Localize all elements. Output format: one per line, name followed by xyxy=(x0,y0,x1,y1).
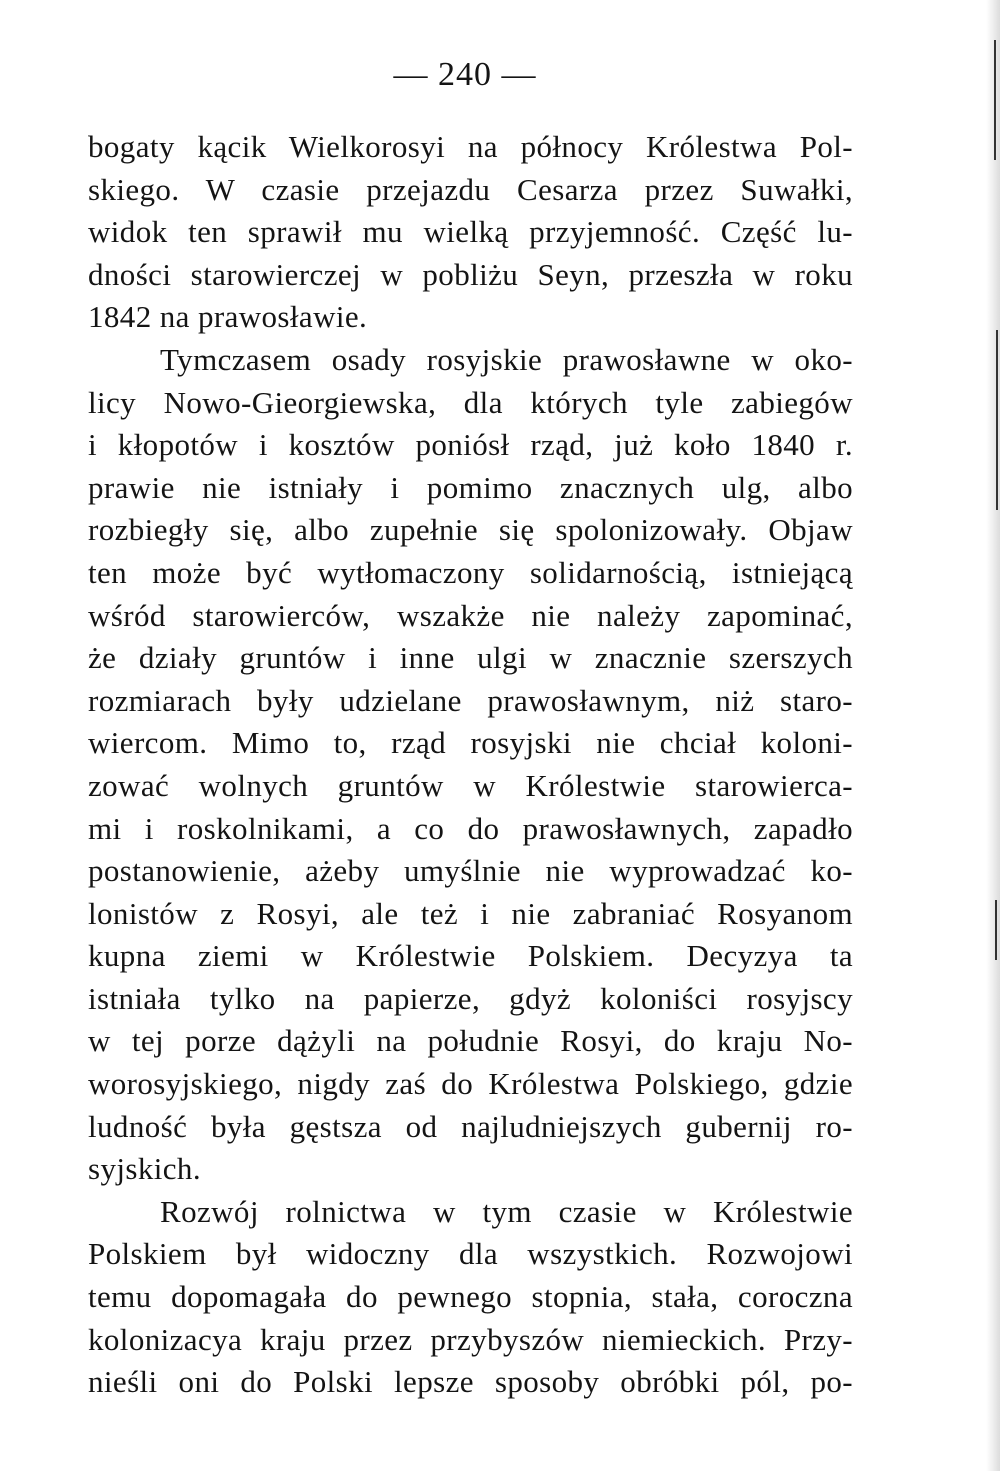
text-line: wiercom. Mimo to, rząd rosyjski nie chciał koloni- xyxy=(88,725,853,761)
text-line: że działy gruntów i inne ulgi w znacznie szerszych xyxy=(88,640,853,676)
text-line: licy Nowo-Gieorgiewska, dla których tyle zabiegów xyxy=(88,384,853,420)
text-line: skiego. W czasie przejazdu Cesarza przez Suwałki, xyxy=(88,171,853,207)
text-line: prawie nie istniały i pomimo znacznych ulg, albo xyxy=(88,469,853,505)
text-line: w tej porze dążyli na południe Rosyi, do kraju No- xyxy=(88,1023,853,1059)
scan-mark xyxy=(994,40,996,160)
text-line: istniała tylko na papierze, gdyż koloniści rosyjscy xyxy=(88,980,853,1016)
text-line: wśród starowierców, wszakże nie należy zapominać, xyxy=(88,597,853,633)
scan-mark xyxy=(995,900,997,960)
text-line: dności starowierczej w pobliżu Seyn, przeszła w roku xyxy=(88,256,853,292)
text-line: worosyjskiego, nigdy zaś do Królestwa Polskiego, gdzie xyxy=(88,1066,853,1102)
text-line: postanowienie, ażeby umyślnie nie wyprowadzać ko- xyxy=(88,853,853,889)
text-line: Polskiem był widoczny dla wszystkich. Rozwojowi xyxy=(88,1236,853,1272)
text-line: bogaty kącik Wielkorosyi na północy Królestwa Pol- xyxy=(88,129,853,164)
text-line: kolonizacya kraju przez przybyszów niemieckich. Przy- xyxy=(88,1321,853,1357)
text-line: zować wolnych gruntów w Królestwie starowierca- xyxy=(88,767,853,803)
scan-edge xyxy=(986,0,1000,1471)
text-line: kupna ziemi w Królestwie Polskiem. Decyzya ta xyxy=(88,938,853,974)
text-line: nieśli oni do Polski lepsze sposoby obróbki pól, po- xyxy=(88,1364,853,1400)
text-line: widok ten sprawił mu wielką przyjemność. Część lu- xyxy=(88,214,853,250)
text-line: temu dopomagała do pewnego stopnia, stała, coroczna xyxy=(88,1279,853,1315)
text-line: syjskich. xyxy=(88,1151,201,1187)
text-line: lonistów z Rosyi, ale też i nie zabraniać Rosyanom xyxy=(88,895,853,931)
text-line: i kłopotów i kosztów poniósł rząd, już koło 1840 r. xyxy=(88,427,853,463)
text-line: rozbiegły się, albo zupełnie się spolonizowały. Objaw xyxy=(88,512,853,548)
text-line: ludność była gęstsza od najludniejszych gubernij ro- xyxy=(88,1108,853,1144)
text-line: Rozwój rolnictwa w tym czasie w Królestwie xyxy=(160,1193,853,1229)
page-number: — 240 — xyxy=(393,56,537,93)
text-line: Tymczasem osady rosyjskie prawosławne w oko- xyxy=(160,341,853,377)
text-line: 1842 na prawosławie. xyxy=(88,299,368,335)
text-line: mi i roskolnikami, a co do prawosławnych, zapadło xyxy=(88,810,853,846)
body-text xyxy=(88,126,853,1404)
text-line: ten może być wytłomaczony solidarnością, istniejącą xyxy=(88,554,853,590)
scan-mark xyxy=(996,330,998,510)
text-line: rozmiarach były udzielane prawosławnym, niż staro- xyxy=(88,682,853,718)
